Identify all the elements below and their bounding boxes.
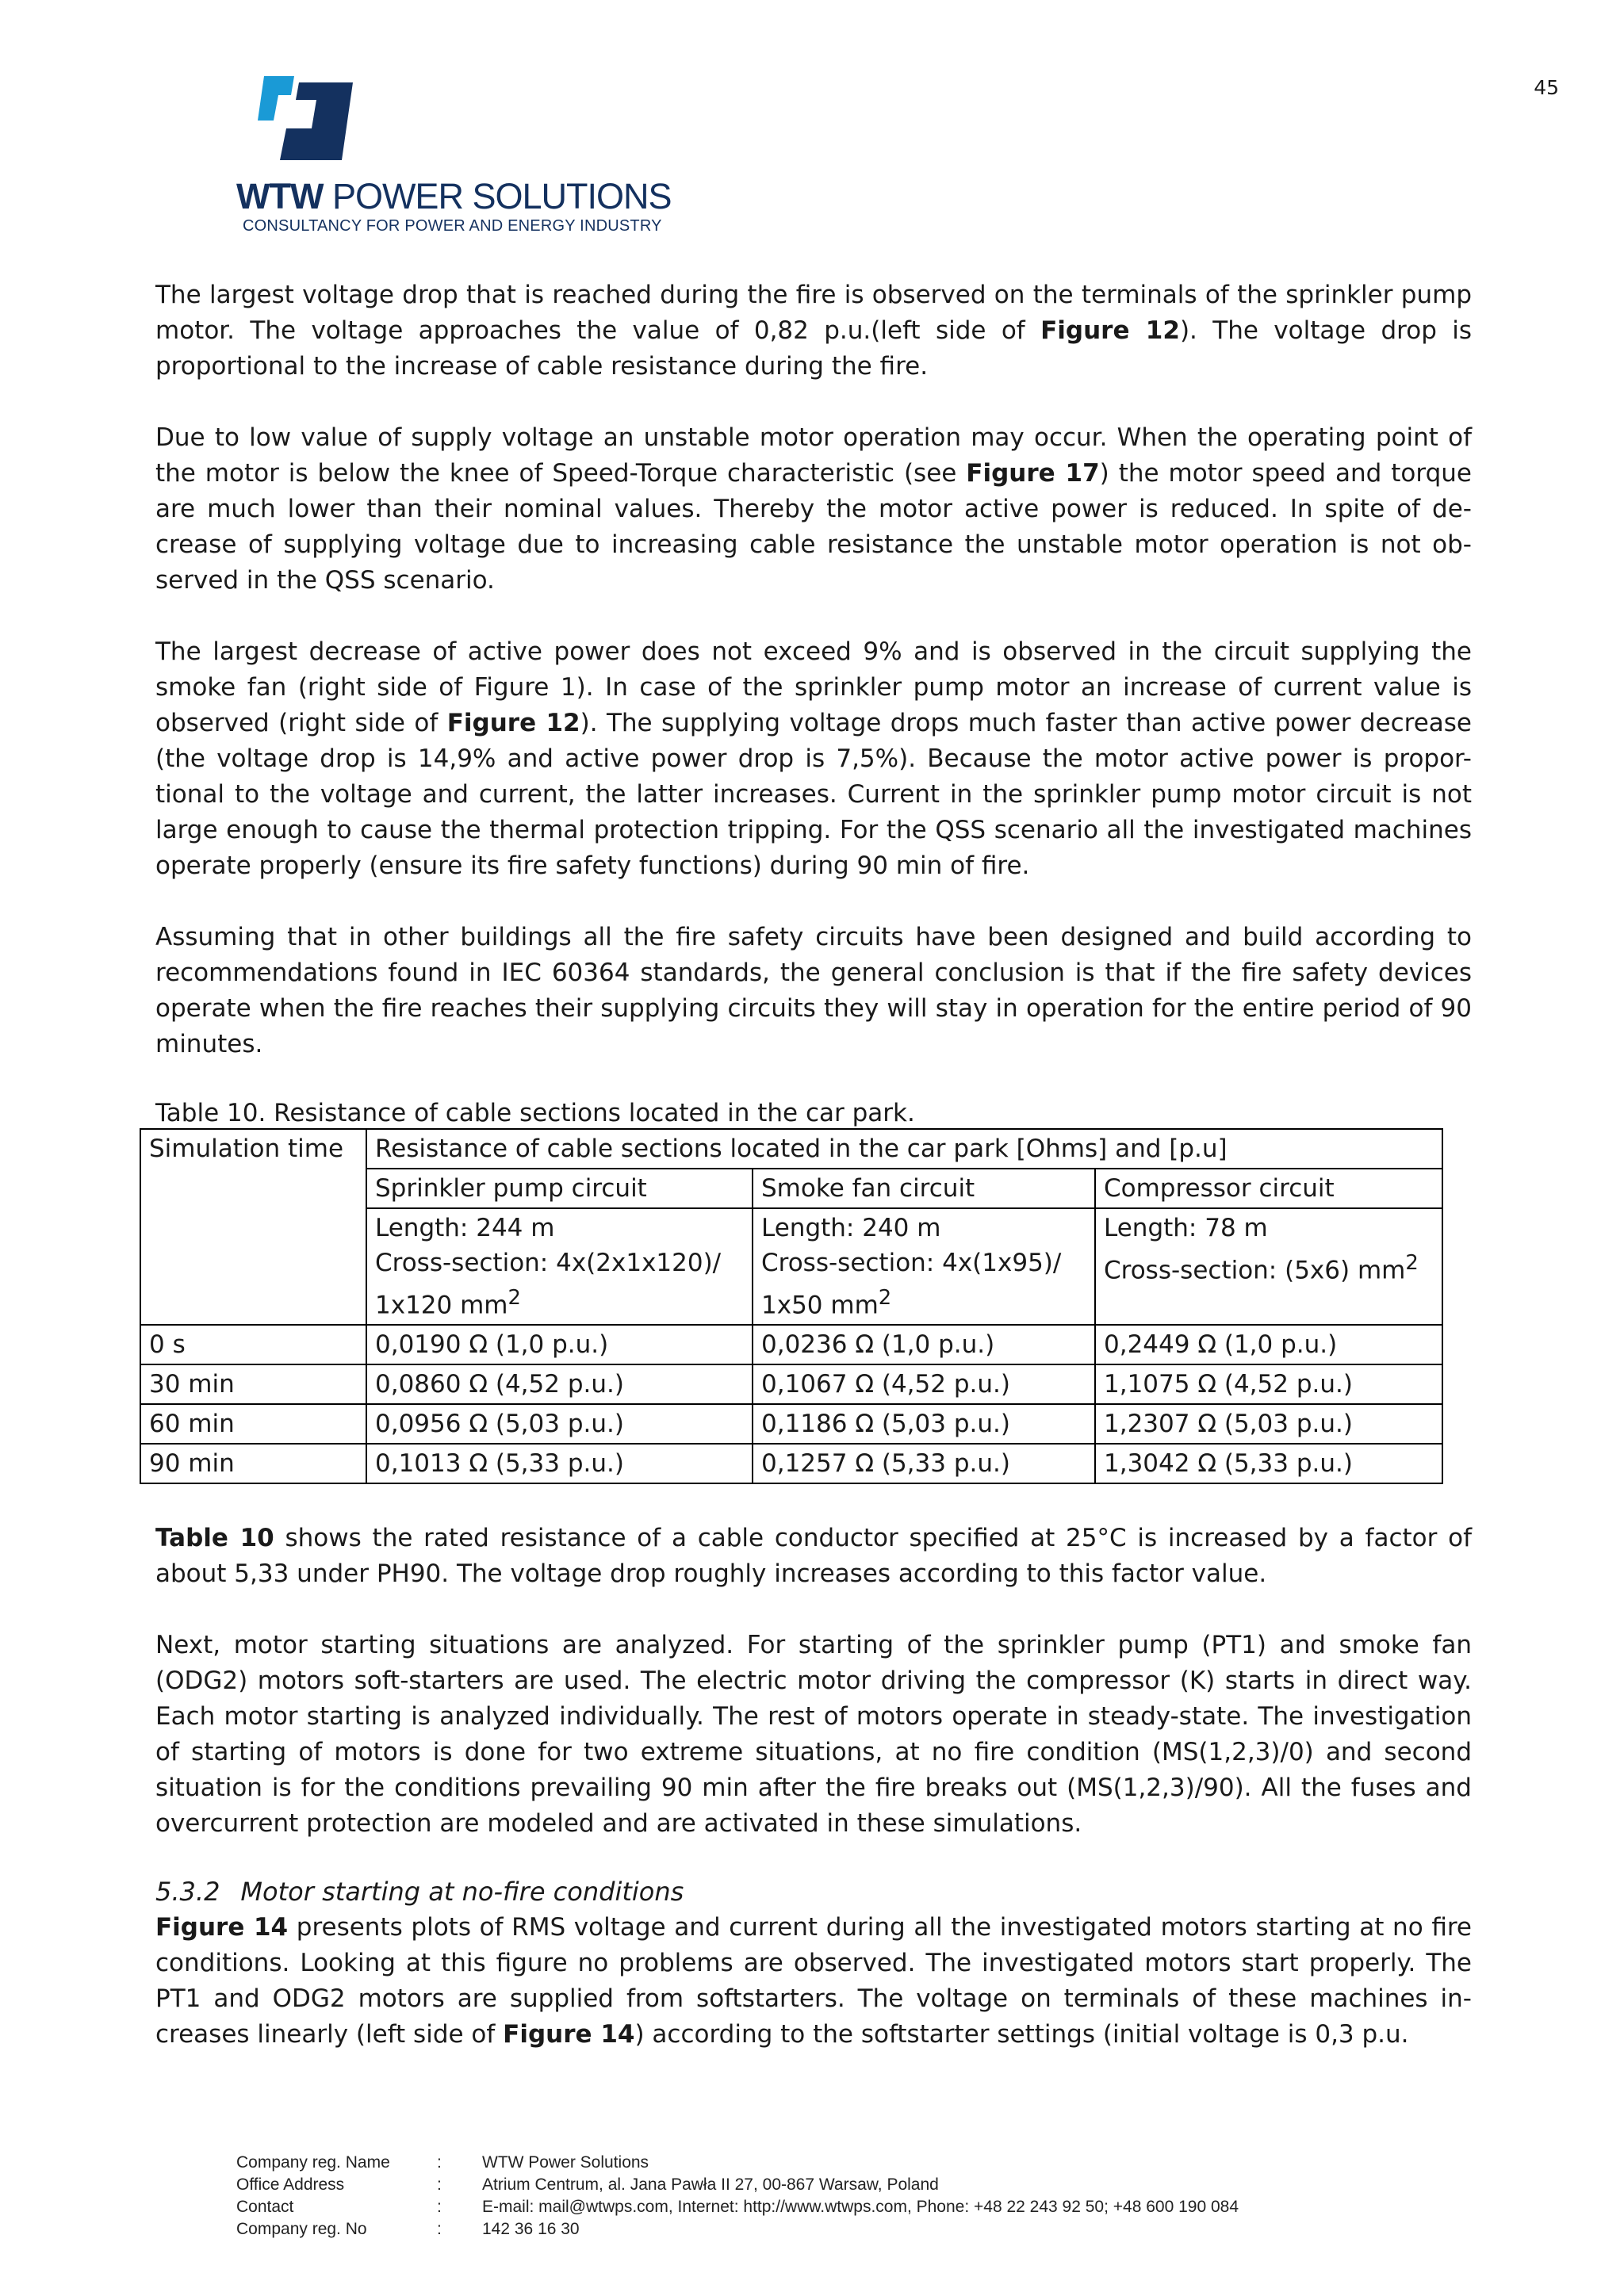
figure-ref: Figure 12 <box>446 709 580 737</box>
table-header-row <box>140 1129 1442 1169</box>
table-cell: 1,2307 Ω (5,03 p.u.) <box>1095 1404 1442 1444</box>
table-group-header: Resistance of cable sections located in the car park [Ohms] and [p.u] <box>366 1129 1442 1169</box>
footer-row: Office Address : Atrium Centrum, al. Jana Pawła II 27, 00-867 Warsaw, Poland <box>236 2175 939 2194</box>
table-row <box>140 1404 1442 1444</box>
table-cell: 1,1075 Ω (4,52 p.u.) <box>1095 1364 1442 1404</box>
figure-ref: Figure 17 <box>966 459 1100 488</box>
table-row <box>140 1444 1442 1483</box>
paragraph-unstable-operation: Due to low value of supply voltage an unstable motor operation may occur. When the operating point of the motor is below the knee of Speed-Torque characteristic (see Figure 17) the motor speed and torque are much lower than their nominal values. Thereby the motor active power is reduced. In spite of de-crease of supplying voltage due to increasing cable resistance the unstable motor operation is not ob-served in the QSS scenario. <box>155 423 1472 595</box>
logo-tagline: CONSULTANCY FOR POWER AND ENERGY INDUSTRY <box>243 217 662 235</box>
paragraph-conclusion: Assuming that in other buildings all the fire safety circuits have been designed and build according to recommendations found in IEC 60364 standards, the general conclusion is that if the fire safety devices operate when the fire reaches their supplying circuits they will stay in operation for the entire period of 90 minutes. <box>155 923 1472 1058</box>
column-header: Sprinkler pump circuit <box>366 1169 753 1208</box>
paragraph-voltage-drop: The largest voltage drop that is reached during the fire is observed on the terminals of the sprinkler pump motor. The voltage approaches the value of 0,82 p.u.(left side of Figure 12). The voltage drop is proportional to the increase of cable resistance during the fire. <box>155 281 1473 381</box>
resistance-table <box>140 1128 1443 1484</box>
spec-cell: Length: 78 m Cross-section: (5x6) $mm^2$ <box>1095 1208 1442 1325</box>
section-heading: 5.3.2 Motor starting at no-fire conditions <box>155 1877 684 1908</box>
table-caption: Table 10. Resistance of cable sections located in the car park. <box>155 1099 915 1127</box>
table-cell: 1,3042 Ω (5,33 p.u.) <box>1095 1444 1442 1483</box>
page-number: 45 <box>1534 76 1559 99</box>
table-ref: Table 10 <box>155 1524 274 1553</box>
figure-ref: Figure 14 <box>155 1913 289 1942</box>
table-cell: 0,1186 Ω (5,03 p.u.) <box>753 1404 1095 1444</box>
table-cell: 0,1257 Ω (5,33 p.u.) <box>753 1444 1095 1483</box>
footer-row: Contact : E-mail: mail@wtwps.com, Internet: http://www.wtwps.com, Phone: +48 22 243 92 50; +48 600 190 084 <box>236 2198 1239 2216</box>
logo-wordmark: WTW POWER SOLUTIONS <box>236 176 672 216</box>
paragraph-active-power: The largest decrease of active power does not exceed 9% and is observed in the circuit supplying the smoke fan (right side of Figure 1). In case of the sprinkler pump motor an increase of current value is observed (right side of Figure 12). The supplying voltage drops much faster than active power decrease (the voltage drop is 14,9% and active power drop is 7,5%). Because the motor active power is propor-tional to the voltage and current, the latter increases. Current in the sprinkler pump motor circuit is not large enough to cause the thermal protection tripping. For the QSS scenario all the investigated machines operate properly (ensure its fire safety functions) during 90 min of fire. <box>155 637 1473 880</box>
table-row <box>140 1364 1442 1404</box>
footer-row: Company reg. Name : WTW Power Solutions <box>236 2153 649 2172</box>
paragraph-table-summary: Table 10 shows the rated resistance of a cable conductor specified at 25°C is increased by a factor of about 5,33 under PH90. The voltage drop roughly increases according to this factor value. <box>155 1524 1472 1589</box>
spec-cell: Length: 240 m Cross-section: 4x(1x95)/ 1x50 $mm^2$ <box>753 1208 1095 1325</box>
column-header: Compressor circuit <box>1095 1169 1442 1208</box>
table-rowhead: Simulation time <box>140 1129 366 1325</box>
document-body <box>149 277 1473 2053</box>
table-cell: 0,0236 Ω (1,0 p.u.) <box>753 1325 1095 1364</box>
table-row <box>140 1325 1442 1364</box>
table-cell: 0,0860 Ω (4,52 p.u.) <box>366 1364 753 1404</box>
table-cell: 0,1067 Ω (4,52 p.u.) <box>753 1364 1095 1404</box>
table-cell: 30 min <box>140 1364 366 1404</box>
spec-cell: Length: 244 m Cross-section: 4x(2x1x120)/ 1x120 $mm^2$ <box>366 1208 753 1325</box>
paragraph-figure-14: Figure 14 presents plots of RMS voltage and current during all the investigated motors starting at no fire conditions. Looking at this figure no problems are observed. The investigated motors start properly. The PT1 and ODG2 motors are supplied from softstarters. The voltage on terminals of these machines in-creases linearly (left side of Figure 14) according to the softstarter settings (initial voltage is 0,3 p.u. <box>155 1913 1472 2049</box>
page-footer <box>236 2152 1239 2241</box>
table-cell: 0,0956 Ω (5,03 p.u.) <box>366 1404 753 1444</box>
table-cell: 0 s <box>140 1325 366 1364</box>
company-logo <box>236 76 680 235</box>
table-cell: 0,0190 Ω (1,0 p.u.) <box>366 1325 753 1364</box>
table-cell: 0,1013 Ω (5,33 p.u.) <box>366 1444 753 1483</box>
table-cell: 0,2449 Ω (1,0 p.u.) <box>1095 1325 1442 1364</box>
figure-ref: Figure 14 <box>503 2020 635 2049</box>
paragraph-motor-starting: Next, motor starting situations are analyzed. For starting of the sprinkler pump (PT1) and smoke fan (ODG2) motors soft-starters are used. The electric motor driving the compressor (K) starts in direct way. Each motor starting is analyzed individually. The rest of motors operate in steady-state. The investigation of starting of motors is done for two extreme situations, at no fire condition (MS(1,2,3)/0) and second situation is for the conditions prevailing 90 min after the fire breaks out (MS(1,2,3)/90). All the fuses and overcurrent protection are modeled and are activated in these simulations. <box>155 1631 1472 1839</box>
footer-row: Company reg. No : 142 36 16 30 <box>236 2220 580 2238</box>
logo-mark-icon <box>256 76 359 163</box>
column-header: Smoke fan circuit <box>753 1169 1095 1208</box>
figure-ref: Figure 12 <box>1040 316 1180 345</box>
table-cell: 60 min <box>140 1404 366 1444</box>
table-cell: 90 min <box>140 1444 366 1483</box>
